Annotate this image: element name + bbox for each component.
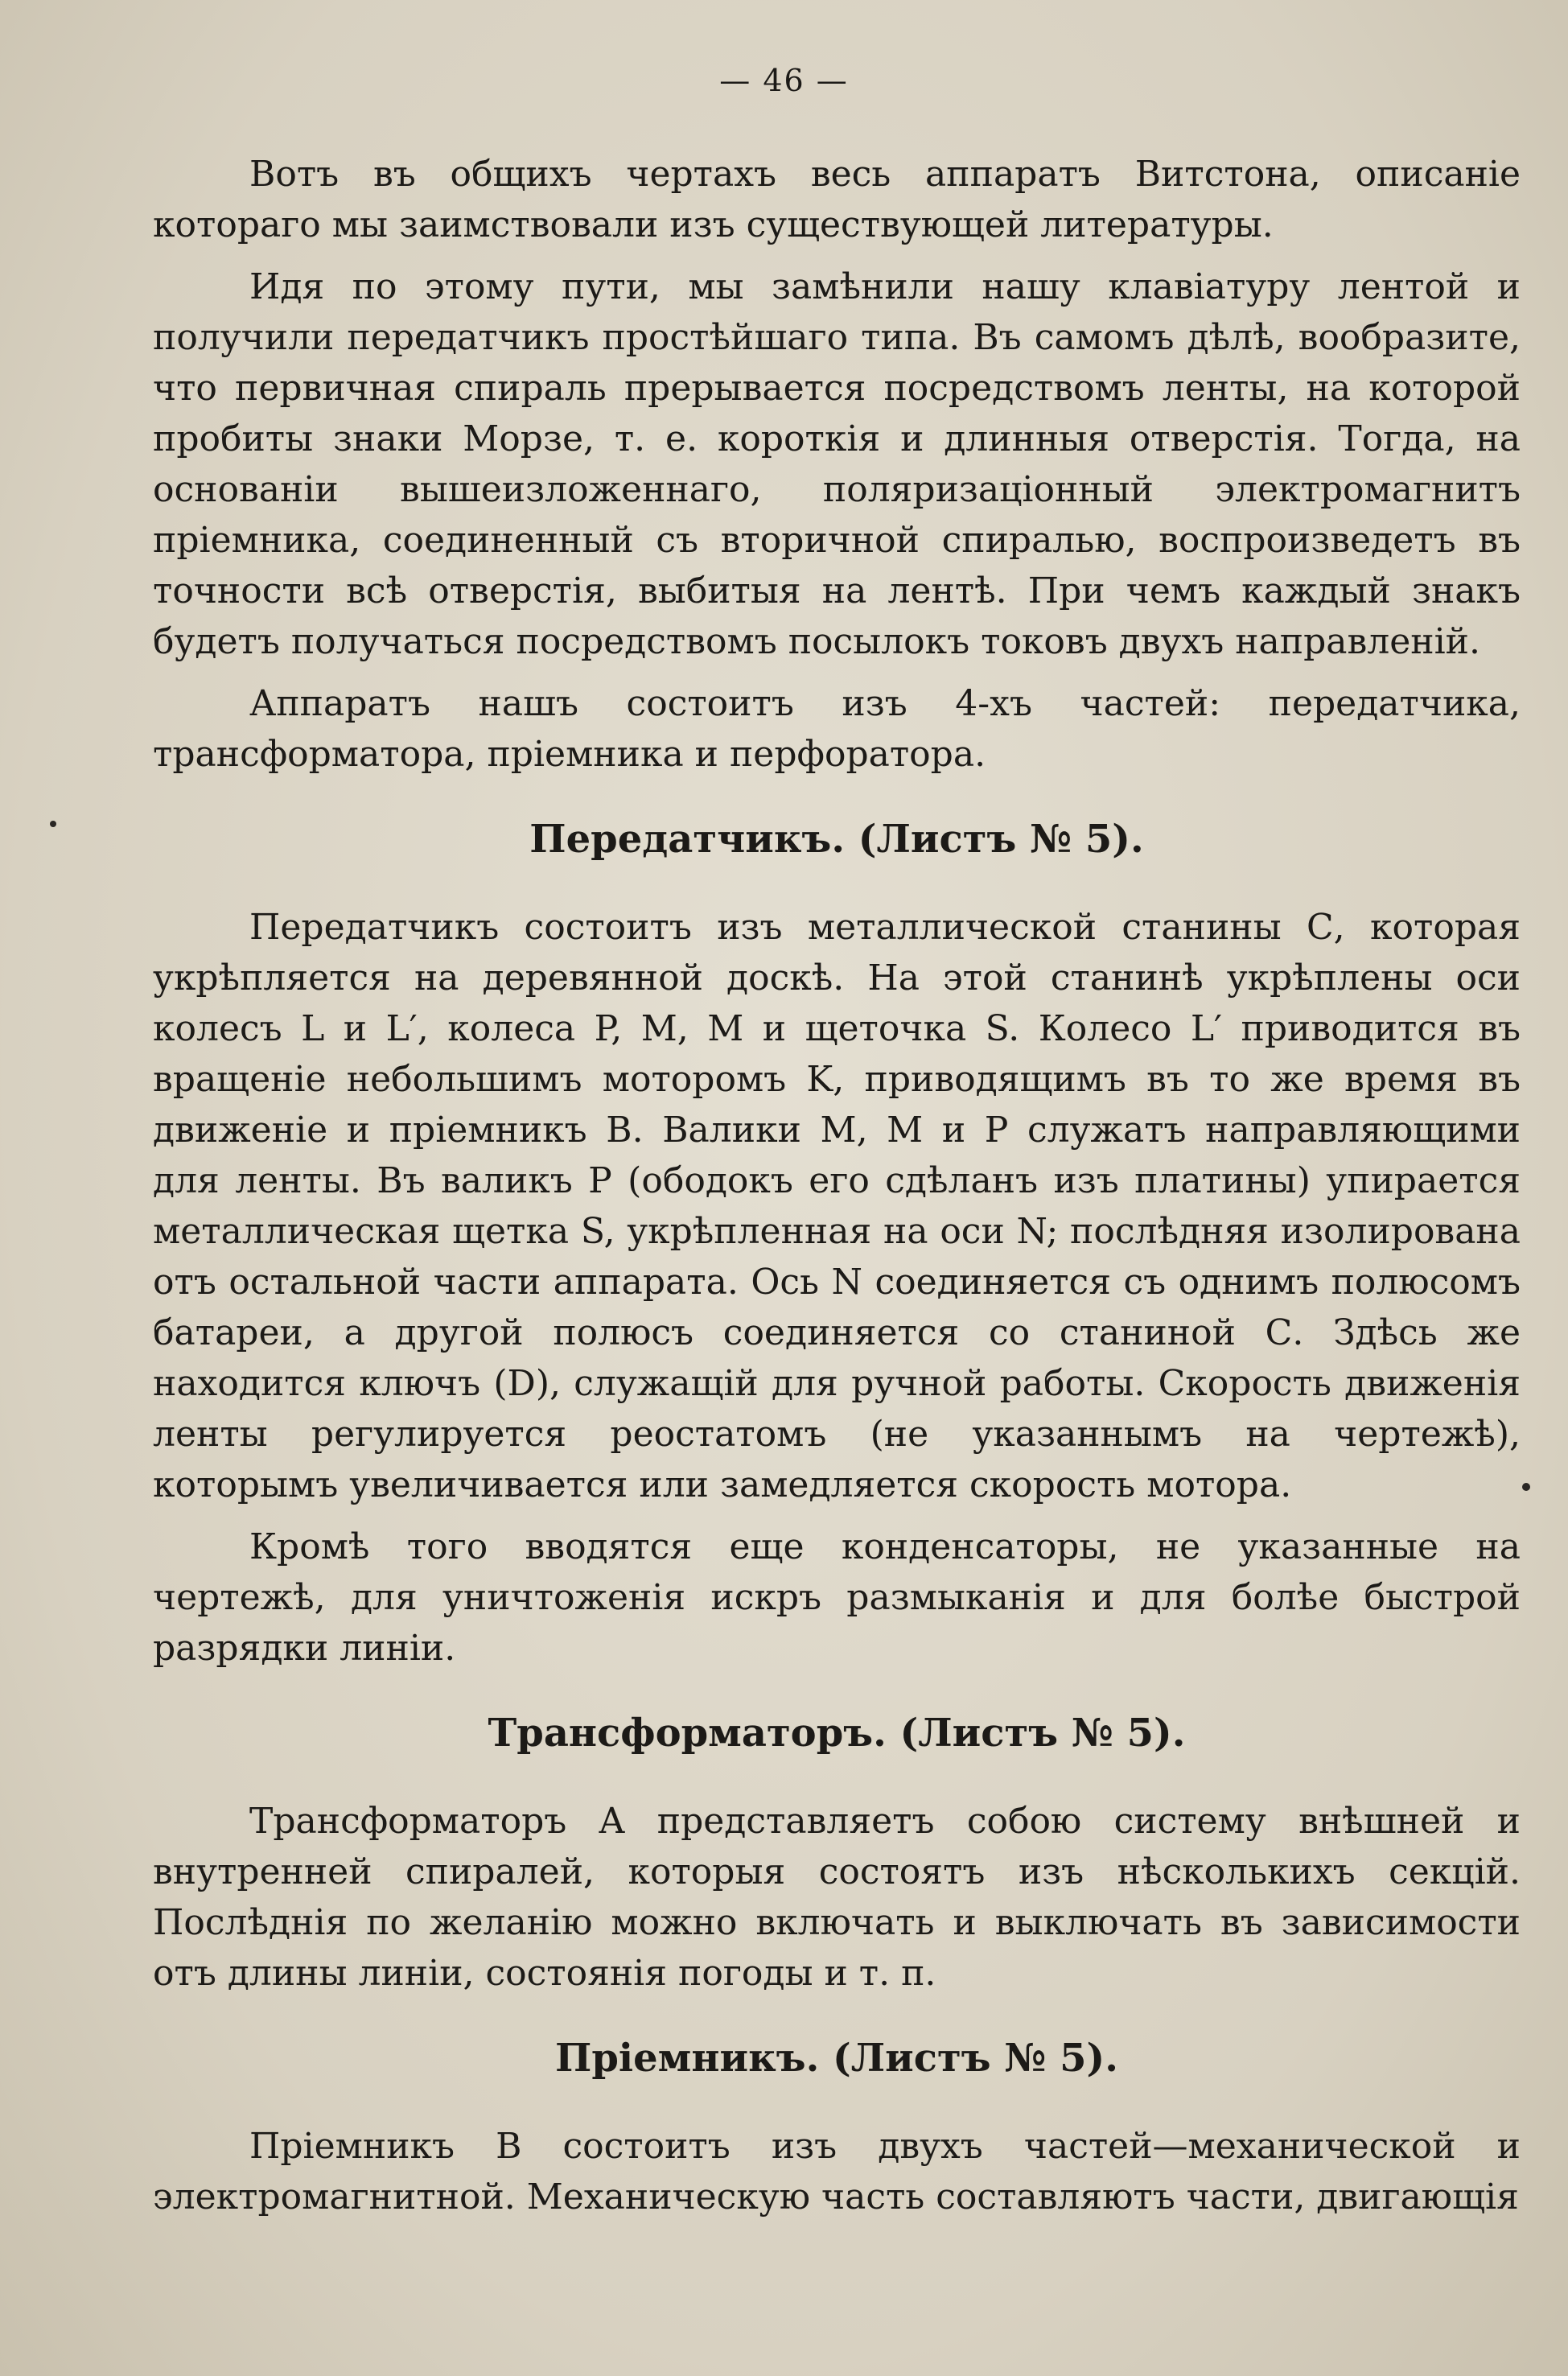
receiver-paragraph-1: Пріемникъ B состоитъ изъ двухъ частей—механической и электромагнитной. Механическую часть составляютъ части, двигающія: [153, 2126, 1521, 2217]
page-content: [153, 149, 1521, 2234]
transmitter-paragraph-2: Кромѣ того вводятся еще конденсаторы, не указанные на чертежѣ, для уничтоженія искръ размыканія и для болѣе быстрой разрядки линіи.: [153, 1526, 1521, 1669]
transmitter-paragraph-1: Передатчикъ состоитъ изъ металлической станины С, которая укрѣпляется на деревянной доскѣ. На этой станинѣ укрѣплены оси колесъ L и L′, колеса P, M, M и щеточка S. Колесо L′ приводится въ вращеніе небольшимъ моторомъ K, приводящимъ въ то же время въ движеніе и пріемникъ B. Валики M, M и P служатъ направляющими для ленты. Въ валикъ P (ободокъ его сдѣланъ изъ платины) упирается металлическая щетка S, укрѣпленная на оси N; послѣдняя изолирована отъ остальной части аппарата. Ось N соединяется съ однимъ полюсомъ батареи, а другой полюсъ соединяется со станиной С. Здѣсь же находится ключъ (D), служащій для ручной работы. Скорость движенія ленты регулируется реостатомъ (не указаннымъ на чертежѣ), которымъ увеличивается или замедляется скорость мотора.: [153, 907, 1521, 1505]
intro-paragraph-3: Аппаратъ нашъ состоитъ изъ 4-хъ частей: передатчика, трансформатора, пріемника и перфоратора.: [153, 683, 1521, 775]
transmitter-heading: Передатчикъ. (Листъ № 5).: [529, 817, 1144, 862]
receiver-heading: Пріемникъ. (Листъ № 5).: [555, 2036, 1118, 2081]
transformer-paragraph-1: Трансформаторъ A представляетъ собою систему внѣшней и внутренней спиралей, которыя состоятъ изъ нѣсколькихъ секцій. Послѣднія по желанію можно включать и выключать въ зависимости отъ длины линіи, состоянія погоды и т. п.: [153, 1801, 1521, 1994]
intro-paragraph-1: Вотъ въ общихъ чертахъ весь аппаратъ Витстона, описаніе котораго мы заимствовали изъ существующей литературы.: [153, 154, 1521, 245]
intro-paragraph-2: Идя по этому пути, мы замѣнили нашу клавіатуру лентой и получили передатчикъ простѣйшаго типа. Въ самомъ дѣлѣ, вообразите, что первичная спираль прерывается посредствомъ ленты, на которой пробиты знаки Морзе, т. е. короткія и длинныя отверстія. Тогда, на основаніи вышеизложеннаго, поляризаціонный электромагнитъ пріемника, соединенный съ вторичной спиралью, воспроизведетъ въ точности всѣ отверстія, выбитыя на лентѣ. При чемъ каждый знакъ будетъ получаться посредствомъ посылокъ токовъ двухъ направленій.: [153, 266, 1521, 662]
ink-speck: [1522, 1483, 1530, 1491]
transformer-heading: Трансформаторъ. (Листъ № 5).: [488, 1711, 1186, 1756]
ink-speck: [50, 821, 56, 827]
page-number: — 46 —: [719, 63, 849, 98]
